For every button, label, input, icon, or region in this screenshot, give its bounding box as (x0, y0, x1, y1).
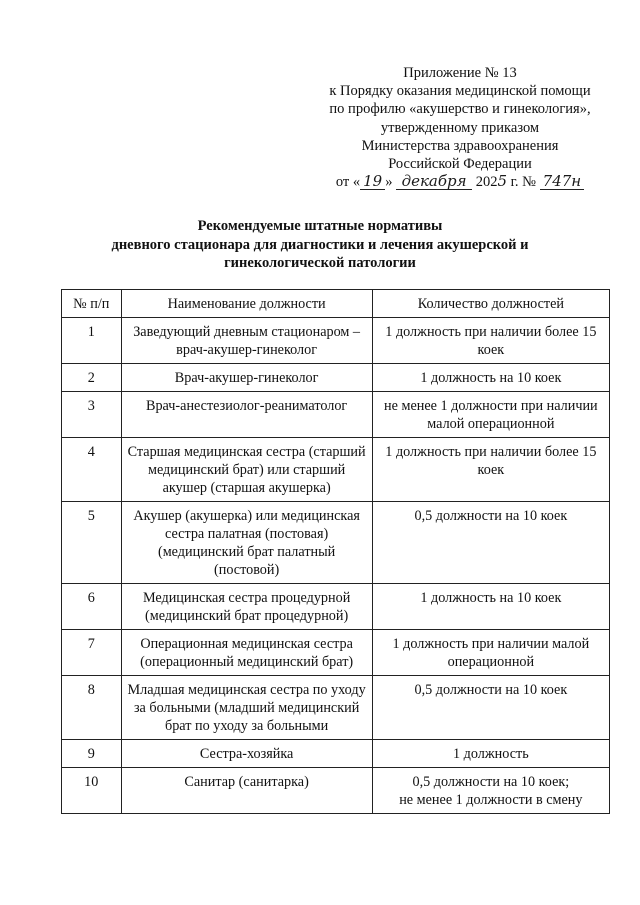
row-position: Акушер (акушерка) или медицинская сестра палатная (постовая) (медицинский брат палатный (постовой) (121, 502, 372, 584)
table-row (62, 584, 610, 630)
year-prefix: 202 (475, 174, 498, 191)
handwritten-order-number: 747н (540, 174, 585, 190)
row-position: Санитар (санитарка) (121, 768, 372, 814)
header-position: Наименование должности (121, 290, 372, 318)
row-num: 10 (62, 768, 122, 814)
date-mid: » (385, 174, 393, 191)
row-position: Врач-акушер-гинеколог (121, 364, 372, 392)
row-num: 7 (62, 630, 122, 676)
date-prefix: от « (335, 174, 361, 191)
header-count: Количество должностей (372, 290, 609, 318)
table-header-row (62, 290, 610, 318)
row-count: 1 должность (372, 740, 609, 768)
row-count: 0,5 должности на 10 коек (372, 676, 609, 740)
table-row (62, 740, 610, 768)
handwritten-day: 19 (360, 174, 385, 190)
title-line-2: дневного стационара для диагностики и лечения акушерской и (111, 236, 529, 253)
row-num: 6 (62, 584, 122, 630)
appendix-header (300, 64, 620, 191)
row-position: Заведующий дневным стационаром – врач-акушер-гинеколог (121, 318, 372, 364)
header-line-4: утвержденному приказом (380, 119, 540, 136)
row-num: 9 (62, 740, 122, 768)
row-count (372, 768, 609, 814)
row-num: 4 (62, 438, 122, 502)
row-count: 1 должность на 10 коек (372, 364, 609, 392)
table-row (62, 318, 610, 364)
document-title (60, 217, 580, 273)
row-count: 1 должность при наличии более 15 коек (372, 438, 609, 502)
row-num: 8 (62, 676, 122, 740)
header-num: № п/п (62, 290, 122, 318)
row-num: 3 (62, 392, 122, 438)
row-num: 1 (62, 318, 122, 364)
handwritten-year-digit: 5 (497, 172, 507, 191)
header-line-2: к Порядку оказания медицинской помощи (329, 83, 591, 100)
row-count: не менее 1 должности при наличии малой операционной (372, 392, 609, 438)
row-count: 1 должность при наличии малой операционной (372, 630, 609, 676)
row-position: Врач-анестезиолог-реаниматолог (121, 392, 372, 438)
title-line-1: Рекомендуемые штатные нормативы (197, 218, 443, 234)
staffing-table (61, 289, 610, 814)
row-position: Младшая медицинская сестра по уходу за больными (младший медицинский брат по уходу за больными (121, 676, 372, 740)
table-row (62, 502, 610, 584)
table-row (62, 768, 610, 814)
order-date-line (300, 173, 620, 191)
title-line-3: гинекологической патологии (224, 255, 416, 271)
header-line-5: Министерства здравоохранения (361, 137, 559, 154)
table-row (62, 364, 610, 392)
appendix-number: Приложение № 13 (403, 65, 517, 81)
table-row (62, 676, 610, 740)
year-tail: г. № (510, 174, 537, 191)
row-count: 1 должность при наличии более 15 коек (372, 318, 609, 364)
row-count: 0,5 должности на 10 коек (372, 502, 609, 584)
table-row (62, 438, 610, 502)
row-count: 1 должность на 10 коек (372, 584, 609, 630)
header-line-6: Российской Федерации (388, 156, 532, 173)
row-num: 5 (62, 502, 122, 584)
row-position: Медицинская сестра процедурной (медицинский брат процедурной) (121, 584, 372, 630)
handwritten-month: декабря (396, 174, 472, 190)
row-position: Сестра-хозяйка (121, 740, 372, 768)
row-position: Старшая медицинская сестра (старший медицинский брат) или старший акушер (старшая акушерка) (121, 438, 372, 502)
row-position: Операционная медицинская сестра (операционный медицинский брат) (121, 630, 372, 676)
table-row (62, 392, 610, 438)
row-count-line-1: 0,5 должности на 10 коек; (412, 774, 570, 790)
row-num: 2 (62, 364, 122, 392)
header-line-3: по профилю «акушерство и гинекология», (329, 101, 591, 118)
table-row (62, 630, 610, 676)
row-count-line-2: не менее 1 должности в смену (399, 792, 583, 808)
